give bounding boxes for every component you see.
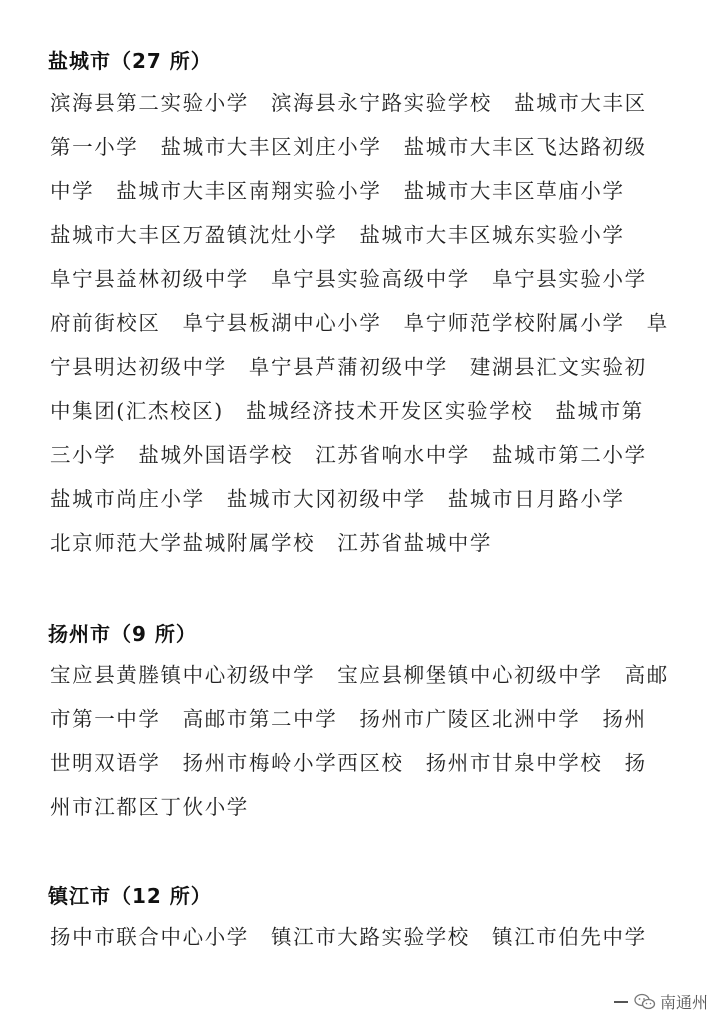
yancheng-line-9: 三小学 盐城外国语学校 江苏省响水中学 盐城市第二小学 <box>50 443 647 467</box>
yangzhou-line-3: 世明双语学 扬州市梅岭小学西区校 扬州市甘泉中学校 扬 <box>50 751 647 775</box>
section-heading-yancheng: 盐城市（27 所） <box>48 49 212 73</box>
yancheng-line-1: 滨海县第二实验小学 滨海县永宁路实验学校 盐城市大丰区 <box>50 91 647 115</box>
yancheng-line-3: 中学 盐城市大丰区南翔实验小学 盐城市大丰区草庙小学 <box>50 179 625 203</box>
watermark-text: 南通州 <box>659 993 708 1012</box>
zhenjiang-line-1: 扬中市联合中心小学 镇江市大路实验学校 镇江市伯先中学 <box>50 925 647 949</box>
yangzhou-line-4: 州市江都区丁伙小学 <box>50 795 249 819</box>
yangzhou-line-1: 宝应县黄塍镇中心初级中学 宝应县柳堡镇中心初级中学 高邮 <box>50 663 669 687</box>
yancheng-line-6: 府前街校区 阜宁县板湖中心小学 阜宁师范学校附属小学 阜 <box>50 311 669 335</box>
yancheng-line-2: 第一小学 盐城市大丰区刘庄小学 盐城市大丰区飞达路初级 <box>50 135 647 159</box>
wechat-icon <box>634 993 656 1011</box>
yancheng-line-5: 阜宁县益林初级中学 阜宁县实验高级中学 阜宁县实验小学 <box>50 267 647 291</box>
watermark-dash <box>614 1001 628 1003</box>
watermark <box>614 990 708 1013</box>
yancheng-line-8: 中集团(汇杰校区) 盐城经济技术开发区实验学校 盐城市第 <box>50 399 644 423</box>
section-heading-zhenjiang: 镇江市（12 所） <box>48 884 212 908</box>
section-heading-yangzhou: 扬州市（9 所） <box>48 622 197 646</box>
yangzhou-line-2: 市第一中学 高邮市第二中学 扬州市广陵区北洲中学 扬州 <box>50 707 647 731</box>
yancheng-line-4: 盐城市大丰区万盈镇沈灶小学 盐城市大丰区城东实验小学 <box>50 223 625 247</box>
yancheng-line-11: 北京师范大学盐城附属学校 江苏省盐城中学 <box>50 531 492 555</box>
yancheng-line-7: 宁县明达初级中学 阜宁县芦蒲初级中学 建湖县汇文实验初 <box>50 355 647 379</box>
yancheng-line-10: 盐城市尚庄小学 盐城市大冈初级中学 盐城市日月路小学 <box>50 487 625 511</box>
